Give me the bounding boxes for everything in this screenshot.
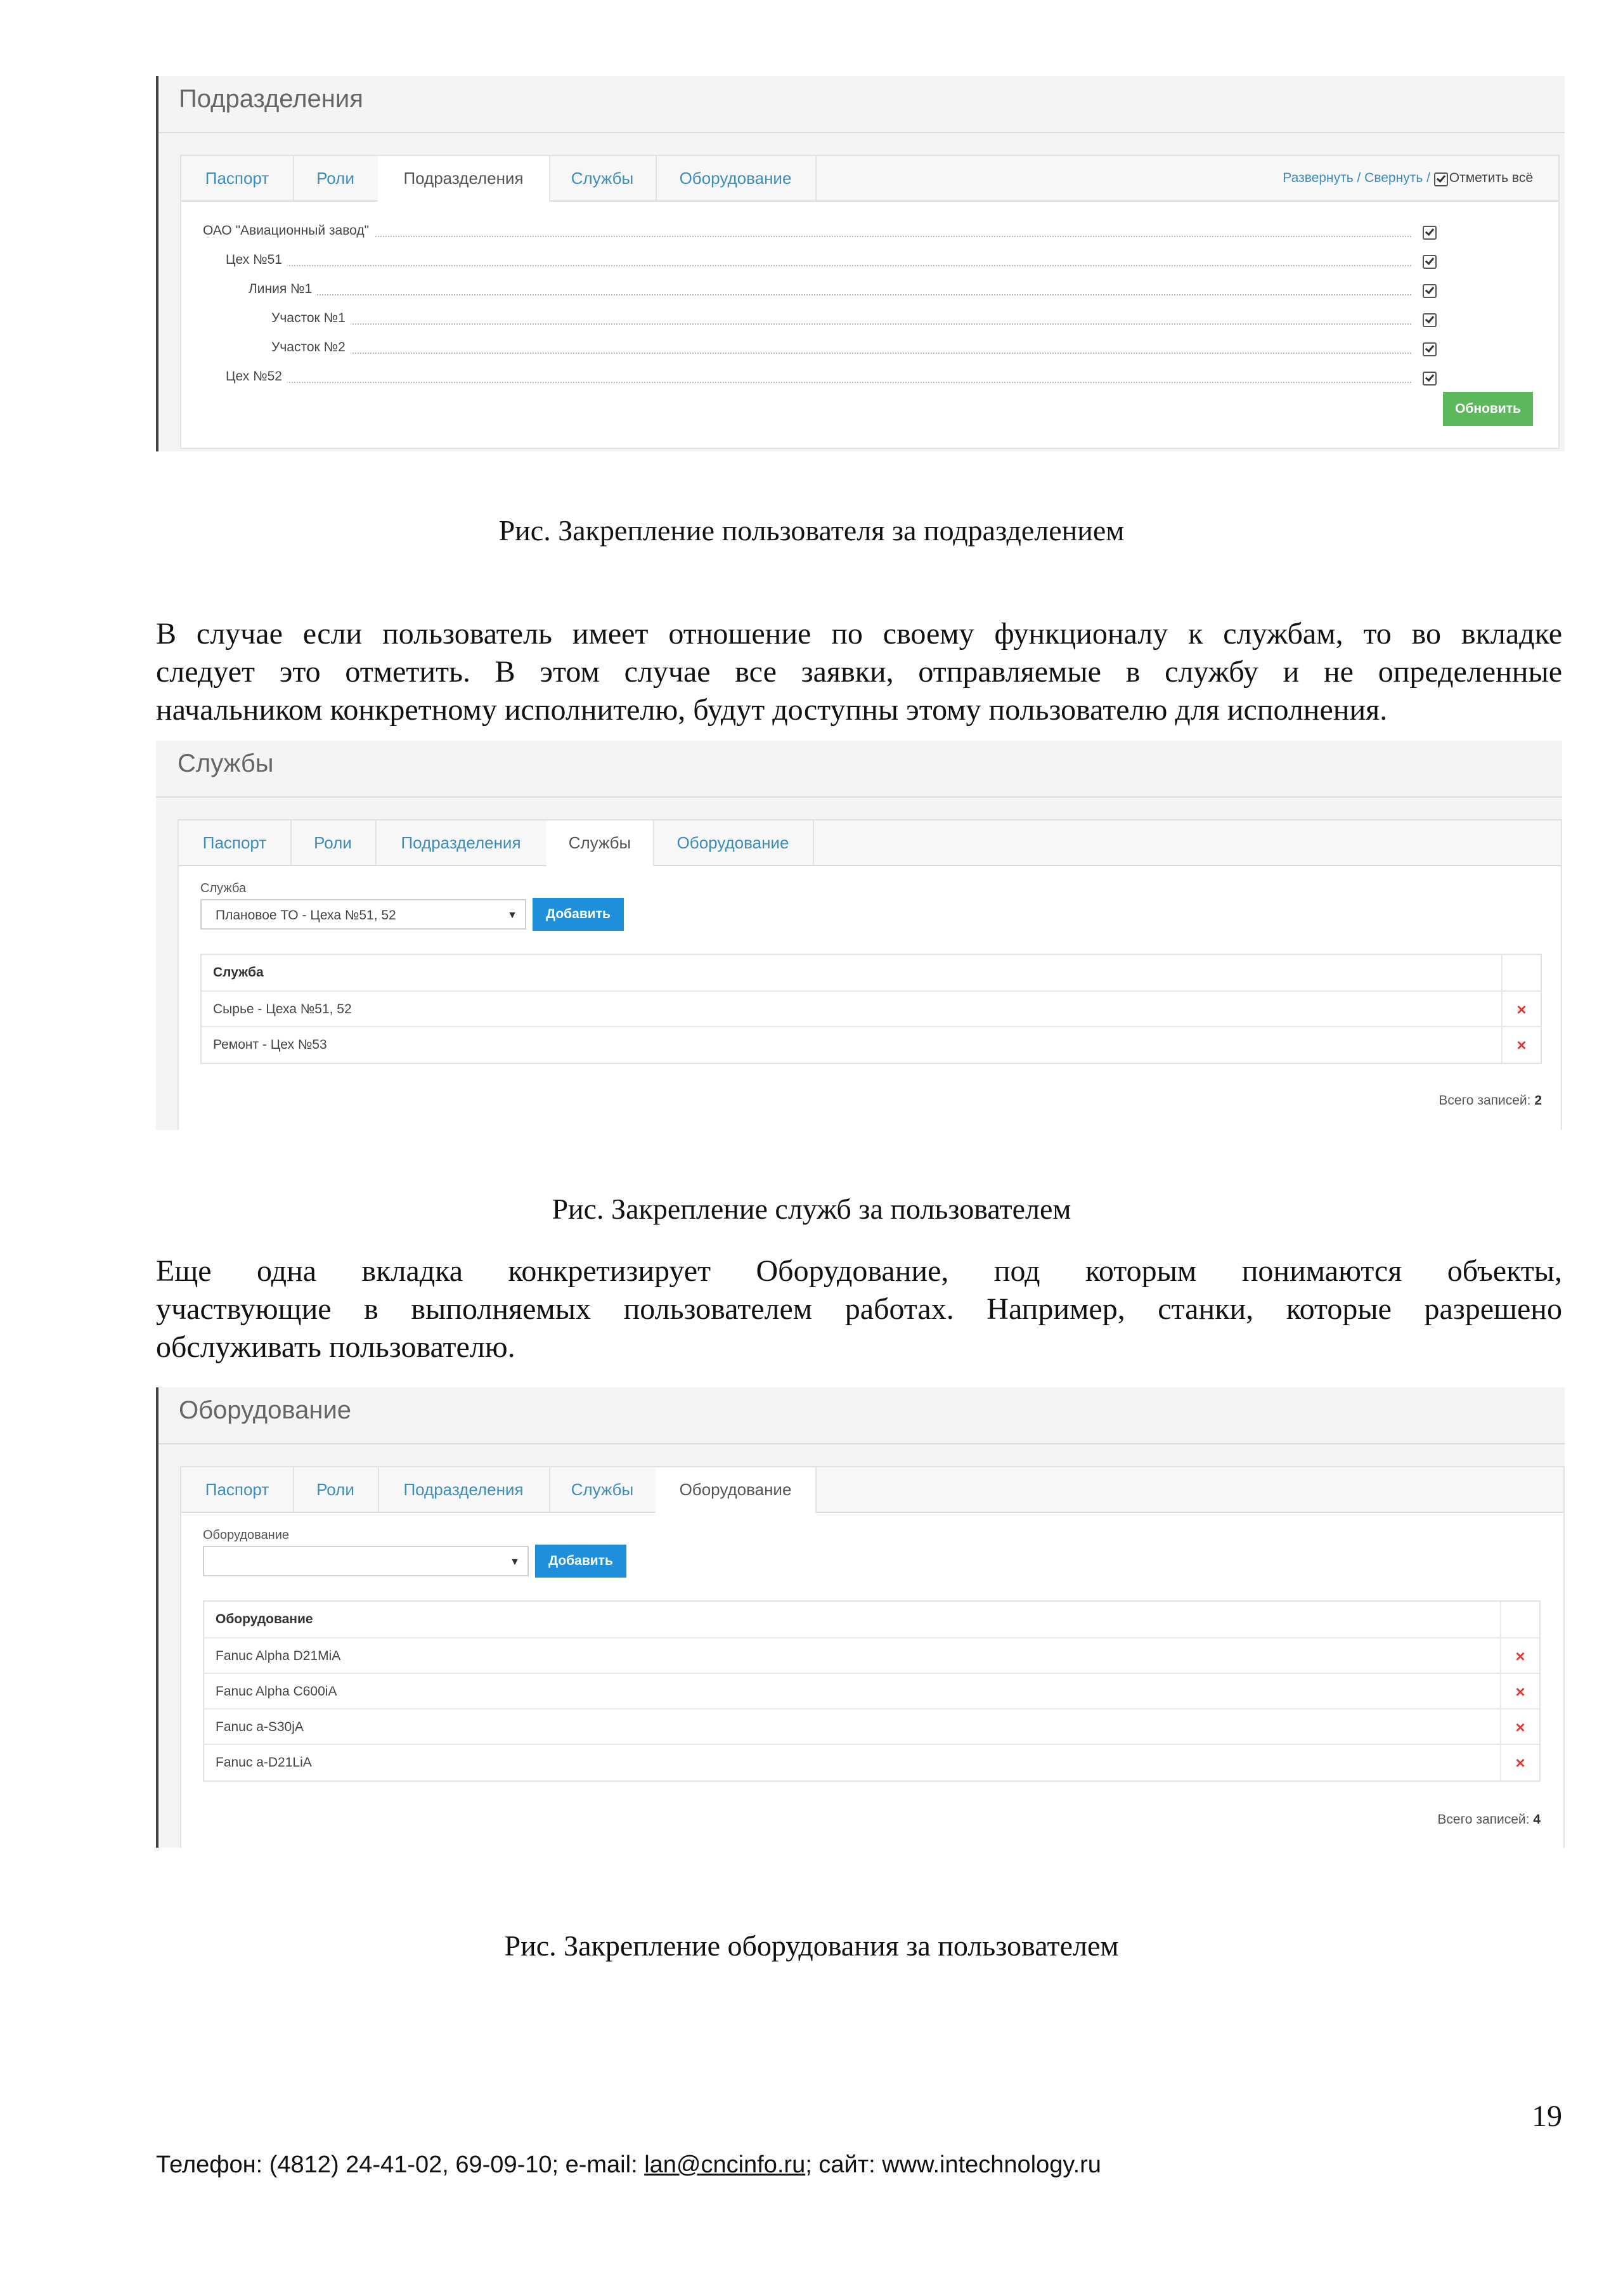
- records-total-label: Всего записей:: [1437, 1812, 1534, 1827]
- paragraph-equipment: [156, 1252, 1562, 1366]
- service-select[interactable]: [200, 899, 526, 930]
- delete-icon[interactable]: ×: [1516, 1000, 1527, 1019]
- table-row: [204, 1744, 1539, 1780]
- check-all-label[interactable]: Отметить всё: [1449, 171, 1533, 185]
- records-total: [1437, 1812, 1541, 1827]
- equipment-table: [203, 1600, 1541, 1782]
- tree-item[interactable]: [249, 282, 1437, 301]
- table-header: [202, 955, 1541, 990]
- equipment-name: Fanuc Alpha D21MiA: [216, 1649, 341, 1663]
- table-row: [204, 1708, 1539, 1745]
- caption-services: Рис. Закрепление служб за пользователем: [552, 1193, 1071, 1225]
- tree-leader-line: [226, 265, 1411, 266]
- equipment-name: Fanuc Alpha C600iA: [216, 1684, 337, 1699]
- footer-phone: Телефон: (4812) 24-41-02, 69-09-10; e-mail:: [156, 2151, 645, 2178]
- tree-leader-line: [271, 353, 1411, 354]
- tab-passport[interactable]: Паспорт: [181, 1467, 294, 1512]
- tab-services[interactable]: Службы: [549, 1467, 657, 1512]
- tab-passport[interactable]: Паспорт: [181, 156, 294, 200]
- paragraph-line: Еще одна вкладка конкретизирует Оборудование, под которым понимаются объекты,: [156, 1254, 1562, 1288]
- table-row: [202, 1026, 1541, 1063]
- chevron-down-icon: ▼: [510, 1557, 520, 1567]
- delete-icon[interactable]: ×: [1515, 1647, 1525, 1666]
- tree-item-label: ОАО "Авиационный завод": [203, 223, 374, 238]
- update-button[interactable]: Обновить: [1443, 392, 1533, 426]
- paragraph-line: следует это отметить. В этом случае все заявки, отправляемые в службу и не определенные: [156, 655, 1562, 689]
- panel-equipment: [156, 1387, 1565, 1848]
- tab-subdivisions[interactable]: Подразделения: [378, 1467, 550, 1512]
- panel-subdivisions: [156, 76, 1565, 451]
- checkbox-checked-icon[interactable]: [1423, 313, 1437, 327]
- add-service-button[interactable]: Добавить: [533, 898, 624, 931]
- caption-subdivisions: Рис. Закрепление пользователя за подразделением: [498, 514, 1125, 547]
- footer-email-link[interactable]: lan@cncinfo.ru: [644, 2151, 806, 2178]
- checkbox-checked-icon[interactable]: [1423, 342, 1437, 356]
- panel-services: [156, 741, 1562, 1130]
- records-total: [1439, 1093, 1542, 1108]
- panel-box: [180, 155, 1560, 449]
- check-all-icon[interactable]: [1434, 172, 1445, 184]
- footer-site: ; сайт: www.intechnology.ru: [805, 2151, 1101, 2178]
- tree-item-label: Цех №51: [226, 252, 287, 268]
- tab-bar: [179, 820, 1561, 866]
- table-row: [204, 1637, 1539, 1674]
- records-total-label: Всего записей:: [1439, 1093, 1535, 1108]
- column-header: Оборудование: [216, 1612, 313, 1626]
- checkbox-checked-icon[interactable]: [1423, 226, 1437, 240]
- tab-services[interactable]: Службы: [546, 820, 654, 866]
- delete-icon[interactable]: ×: [1515, 1718, 1525, 1737]
- equipment-name: Fanuc a-S30jA: [216, 1720, 304, 1734]
- records-total-value: 4: [1533, 1812, 1541, 1827]
- service-name: Сырье - Цеха №51, 52: [213, 1002, 352, 1016]
- services-table: [200, 954, 1542, 1064]
- tab-roles[interactable]: Роли: [293, 156, 379, 200]
- tree-item-label: Участок №1: [271, 311, 351, 326]
- checkbox-checked-icon[interactable]: [1423, 372, 1437, 386]
- equipment-select[interactable]: [203, 1546, 529, 1576]
- equipment-field-label: Оборудование: [203, 1528, 290, 1542]
- tree-item-label: Линия №1: [249, 282, 317, 297]
- service-select-value: Плановое ТО - Цеха №51, 52: [216, 908, 396, 923]
- service-field-label: Служба: [200, 881, 247, 895]
- panel-box: [178, 819, 1562, 1130]
- equipment-name: Fanuc a-D21LiA: [216, 1755, 312, 1770]
- table-row: [202, 990, 1541, 1027]
- tree-leader-line: [203, 236, 1411, 237]
- tree-item-label: Цех №52: [226, 369, 287, 384]
- table-header: [204, 1602, 1539, 1637]
- tree-item[interactable]: [271, 340, 1437, 359]
- tree-item[interactable]: [226, 369, 1437, 388]
- delete-icon[interactable]: ×: [1516, 1035, 1527, 1054]
- chevron-down-icon: ▼: [507, 910, 517, 921]
- paragraph-line: участвующие в выполняемых пользователем работах. Например, станки, которые разрешено: [156, 1292, 1562, 1326]
- tree-leader-line: [249, 294, 1411, 295]
- delete-icon[interactable]: ×: [1515, 1682, 1525, 1701]
- add-equipment-button[interactable]: Добавить: [535, 1545, 626, 1578]
- tab-bar: [181, 1467, 1563, 1513]
- tree-leader-line: [271, 323, 1411, 325]
- paragraph-services: [156, 615, 1562, 729]
- footer-contacts: [156, 2151, 1101, 2179]
- tab-equipment[interactable]: Оборудование: [656, 1467, 817, 1513]
- tree-item[interactable]: [203, 223, 1437, 242]
- panel-box: [180, 1466, 1565, 1848]
- tree-item-label: Участок №2: [271, 340, 351, 355]
- paragraph-line: обслуживать пользователю.: [156, 1330, 515, 1364]
- tree-item[interactable]: [226, 252, 1437, 271]
- panel-title: Службы: [178, 749, 274, 777]
- paragraph-line: начальником конкретному исполнителю, будут доступны этому пользователю для исполнения.: [156, 693, 1388, 727]
- column-header: Служба: [213, 965, 264, 980]
- paragraph-line: В случае если пользователь имеет отношение по своему функционалу к службам, то во вкладке: [156, 617, 1562, 651]
- panel-title: Оборудование: [179, 1396, 352, 1424]
- tab-equipment[interactable]: Оборудование: [656, 156, 817, 200]
- tab-roles[interactable]: Роли: [290, 820, 377, 865]
- caption-equipment: Рис. Закрепление оборудования за пользователем: [504, 1930, 1119, 1962]
- expand-collapse-links[interactable]: Развернуть / Свернуть /: [1283, 171, 1434, 185]
- tab-subdivisions[interactable]: Подразделения: [378, 156, 550, 202]
- records-total-value: 2: [1534, 1093, 1542, 1108]
- tab-bar: [181, 156, 1558, 202]
- delete-icon[interactable]: ×: [1515, 1753, 1525, 1772]
- page-number: 19: [1532, 2099, 1562, 2133]
- table-row: [204, 1673, 1539, 1709]
- tree-item[interactable]: [271, 311, 1437, 330]
- panel-title: Подразделения: [179, 85, 363, 113]
- tab-subdivisions[interactable]: Подразделения: [375, 820, 548, 865]
- service-name: Ремонт - Цех №53: [213, 1037, 327, 1052]
- tree-leader-line: [226, 382, 1411, 383]
- checkbox-checked-icon[interactable]: [1423, 255, 1437, 269]
- tab-services[interactable]: Службы: [549, 156, 657, 200]
- tab-roles[interactable]: Роли: [293, 1467, 379, 1512]
- tab-passport[interactable]: Паспорт: [179, 820, 292, 865]
- tab-equipment[interactable]: Оборудование: [653, 820, 814, 865]
- checkbox-checked-icon[interactable]: [1423, 284, 1437, 298]
